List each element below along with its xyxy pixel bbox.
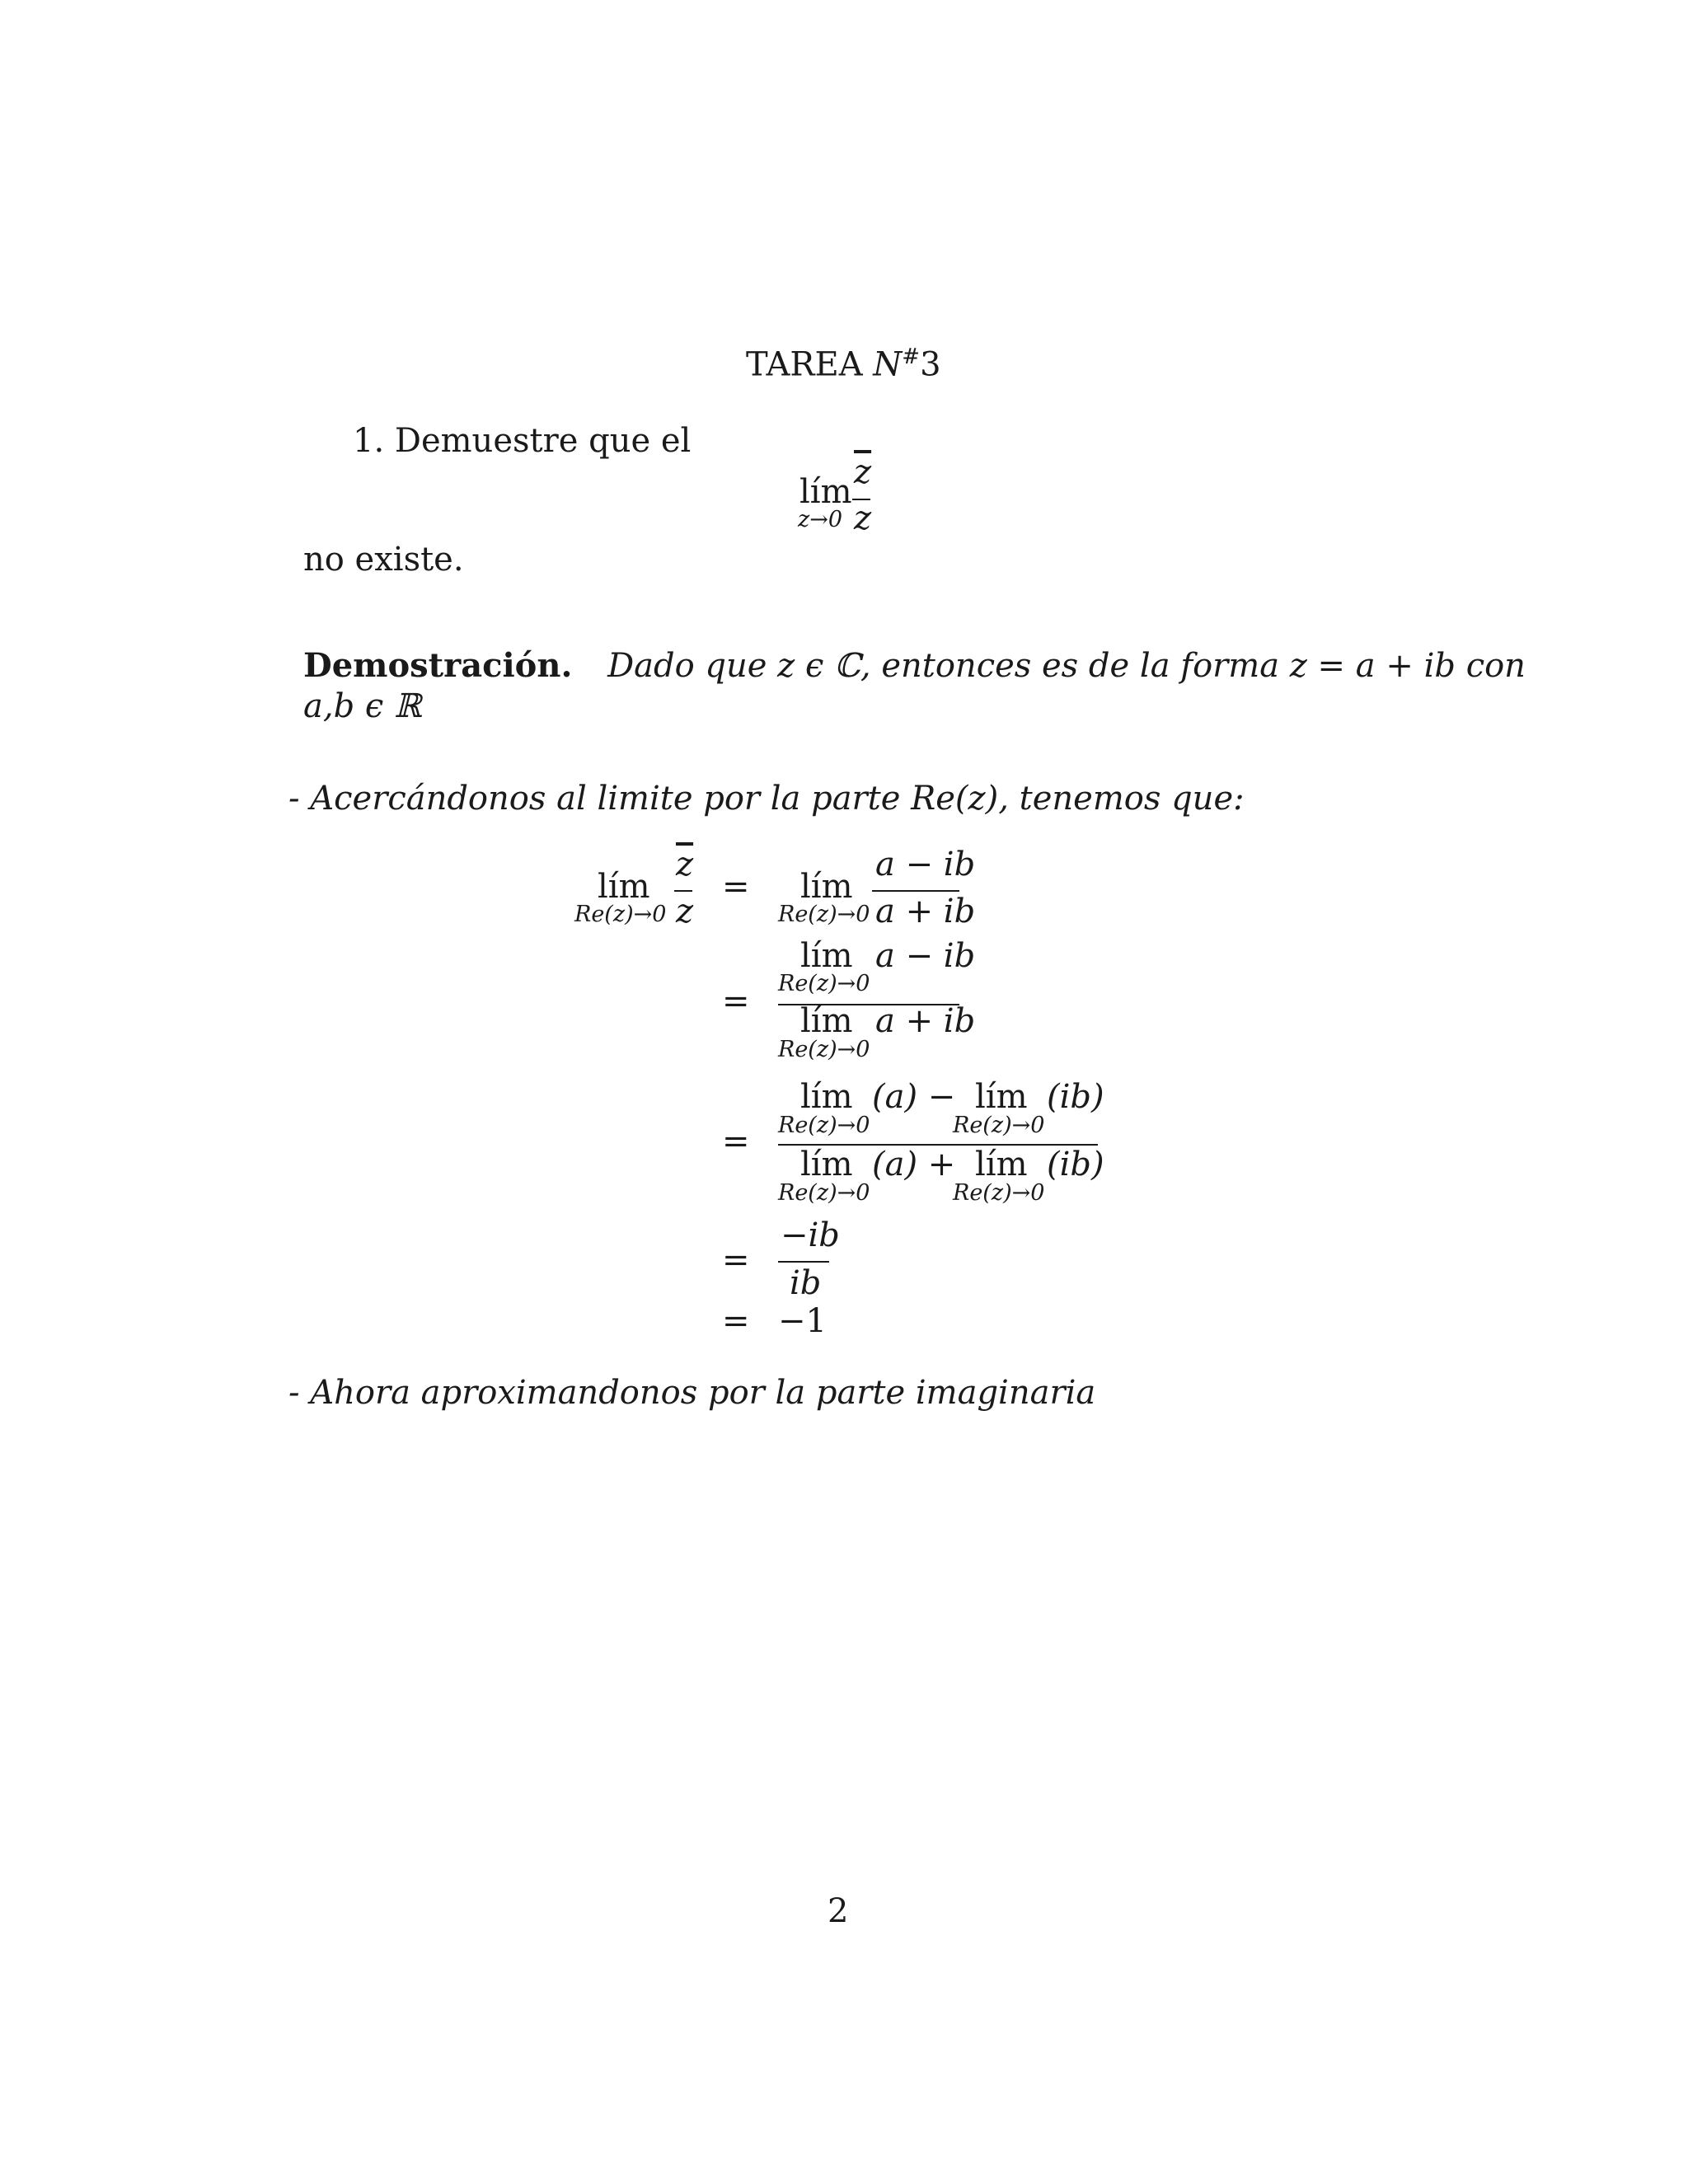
deriv-eq-2: = — [722, 982, 750, 1020]
deriv-eq-1: = — [722, 868, 750, 906]
deriv-r1-lim: lím — [800, 868, 853, 906]
problem-lim-word: lím — [799, 473, 852, 511]
problem-denominator-z: z — [854, 499, 872, 537]
problem-lim-sub-text: z→0 — [798, 507, 843, 532]
deriv-result: −1 — [778, 1302, 827, 1340]
proof-label: Demostración. — [303, 646, 573, 685]
title-text: TAREA — [746, 345, 874, 384]
problem-lim-subscript — [798, 507, 842, 532]
deriv-r4-den: ib — [790, 1264, 822, 1302]
deriv-r3-den-lim-a: lím — [800, 1146, 853, 1183]
deriv-r3-num-sub-ib: Re(z)→0 — [953, 1113, 1045, 1138]
deriv-r1-den: a + ib — [875, 893, 976, 930]
deriv-r2-den-sub: Re(z)→0 — [778, 1037, 870, 1062]
deriv-r4-num: −ib — [781, 1216, 840, 1254]
problem-outro: no existe. — [303, 541, 464, 579]
deriv-r3-num-lim-ib: lím — [975, 1078, 1028, 1116]
problem-numerator-zbar: $\overline{z}$ — [854, 453, 872, 491]
deriv-r3-den-pib: (ib) — [1047, 1146, 1104, 1183]
deriv-r2-num-expr: a − ib — [875, 937, 976, 975]
deriv-r2-den-expr: a + ib — [875, 1002, 976, 1040]
deriv-r4-bar — [778, 1261, 829, 1263]
deriv-r3-den-lim-ib: lím — [975, 1146, 1028, 1183]
deriv-lhs-lim: lím — [598, 868, 650, 906]
problem-intro: 1. Demuestre que el — [353, 422, 692, 460]
bullet-imag-part: - Ahora aproximandonos por la parte imaginaria — [288, 1374, 1096, 1412]
page-title — [746, 344, 941, 383]
title-number: 3 — [920, 345, 941, 384]
title-n: N — [873, 345, 903, 384]
deriv-r3-num-lim-a: lím — [800, 1078, 853, 1116]
proof-line2: a,b ϵ ℝ — [303, 687, 422, 725]
deriv-lhs-zbar: $\overline{z}$ — [676, 846, 694, 883]
deriv-r3-den-pa: (a) + — [872, 1146, 956, 1183]
deriv-lhs-bar — [674, 890, 692, 892]
deriv-r1-sub: Re(z)→0 — [778, 902, 870, 927]
deriv-eq-5: = — [722, 1302, 750, 1340]
deriv-r3-den-sub-ib: Re(z)→0 — [953, 1180, 1045, 1206]
proof-line1: Dado que z ϵ ℂ, entonces es de la forma z = a + ib con — [607, 647, 1526, 685]
proof-paragraph — [303, 646, 1526, 685]
page-number: 2 — [828, 1892, 849, 1930]
deriv-r2-den-lim: lím — [800, 1002, 853, 1040]
deriv-r3-num-sub-a: Re(z)→0 — [778, 1113, 870, 1138]
deriv-r2-num-sub: Re(z)→0 — [778, 971, 870, 996]
deriv-r3-den-sub-a: Re(z)→0 — [778, 1180, 870, 1206]
deriv-r1-num: a − ib — [875, 846, 976, 883]
deriv-r3-num-pa: (a) − — [872, 1078, 956, 1116]
title-hash: # — [902, 344, 921, 369]
deriv-eq-3: = — [722, 1122, 750, 1160]
deriv-r2-num-lim: lím — [800, 937, 853, 975]
deriv-lhs-z: z — [676, 893, 694, 930]
deriv-r3-num-pib: (ib) — [1047, 1078, 1104, 1116]
deriv-eq-4: = — [722, 1241, 750, 1279]
deriv-lhs-sub: Re(z)→0 — [574, 902, 667, 927]
bullet-real-part: - Acercándonos al limite por la parte Re(z), tenemos que: — [288, 780, 1245, 818]
deriv-r1-bar — [872, 890, 959, 892]
